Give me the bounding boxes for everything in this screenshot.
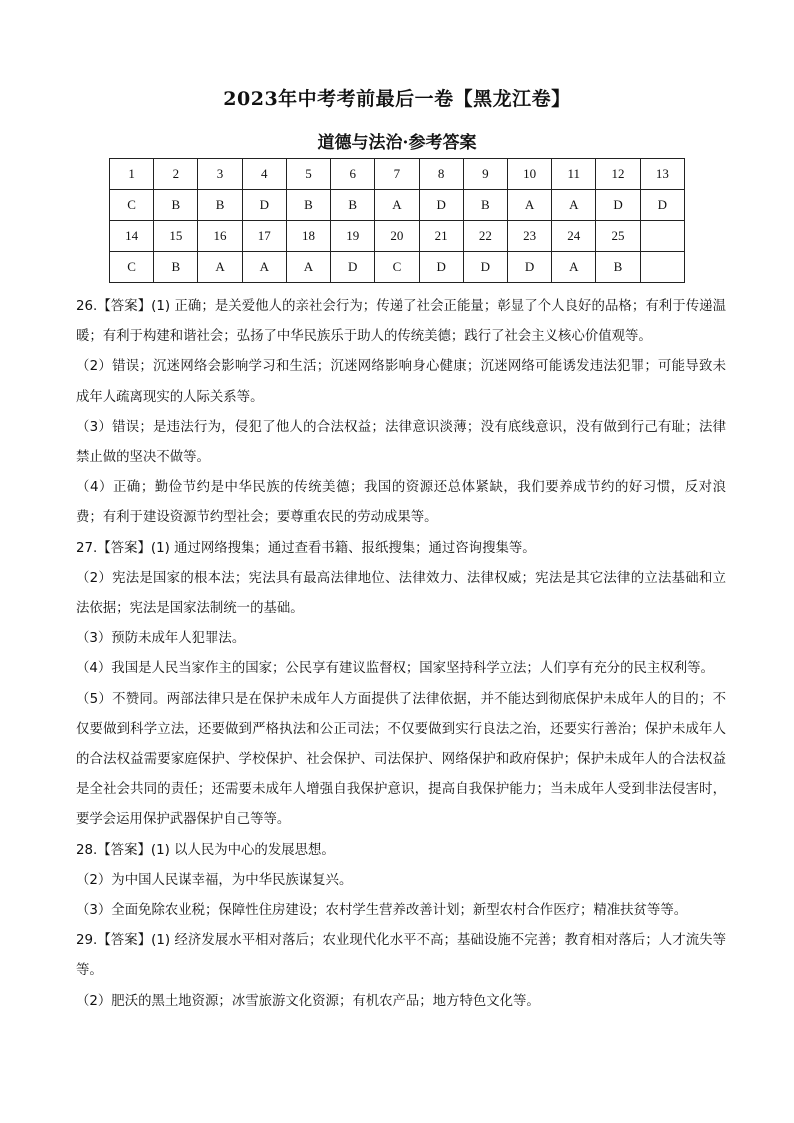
table-cell: A [198,252,242,283]
table-row [110,252,685,283]
table-row [110,221,685,252]
table-cell: 5 [286,159,330,190]
table-cell: 7 [375,159,419,190]
table-cell: 20 [375,221,419,252]
table-cell: 22 [463,221,507,252]
table-cell: D [419,252,463,283]
page-title: 2023年中考考前最后一卷【黑龙江卷】 [223,88,571,110]
table-cell: B [198,190,242,221]
answer-paragraph: （2）错误；沉迷网络会影响学习和生活；沉迷网络影响身心健康；沉迷网络可能诱发违法犯罪；可能导致未成年人疏离现实的人际关系等。 [76,359,726,405]
table-cell: 24 [552,221,596,252]
table-cell: 18 [286,221,330,252]
table-cell: 2 [154,159,198,190]
table-cell [640,252,684,283]
table-cell [640,221,684,252]
answer-paragraph: （4）我国是人民当家作主的国家；公民享有建议监督权；国家坚持科学立法；人们享有充分的民主权利等。 [76,661,714,677]
answer-paragraph: （5）不赞同。两部法律只是在保护未成年人方面提供了法律依据，并不能达到彻底保护未成年人的目的；不仅要做到科学立法，还要做到严格执法和公正司法；不仅要做到实行良法之治，还要实行善治；保护未成年人的合法权益需要家庭保护、学校保护、社会保护、司法保护、网络保护和政府保护；保护未成年人的合法权益是全社会共同的责任；还需要未成年人增强自我保护意识，提高自我保护能力；当未成年人受到非法侵害时，要学会运用保护武器保护自己等等。 [76,691,726,828]
table-cell: A [507,190,551,221]
table-cell: B [596,252,640,283]
answer-paragraph: 27.【答案】(1) 通过网络搜集；通过查看书籍、报纸搜集；通过咨询搜集等。 [76,540,536,556]
answer-table [109,158,685,283]
table-cell: 19 [331,221,375,252]
table-cell: 25 [596,221,640,252]
answer-paragraph: （3）错误；是违法行为，侵犯了他人的合法权益；法律意识淡薄；没有底线意识，没有做到行己有耻；法律禁止做的坚决不做等。 [76,419,726,466]
table-cell: 16 [198,221,242,252]
table-cell: B [463,190,507,221]
answer-paragraph: 28.【答案】(1) 以人民为中心的发展思想。 [76,842,335,858]
table-cell: D [507,252,551,283]
table-cell: 10 [507,159,551,190]
table-cell: 12 [596,159,640,190]
table-cell: A [286,252,330,283]
table-cell: 6 [331,159,375,190]
table-cell: D [419,190,463,221]
table-cell: 17 [242,221,286,252]
table-cell: A [552,252,596,283]
page-subtitle: 道德与法治·参考答案 [317,133,477,153]
table-cell: D [242,190,286,221]
answer-paragraph: （3）全面免除农业税；保障性住房建设；农村学生营养改善计划；新型农村合作医疗；精准扶贫等等。 [76,903,688,919]
table-cell: A [242,252,286,283]
table-cell: 4 [242,159,286,190]
table-cell: D [640,190,684,221]
answer-paragraph: 26.【答案】(1) 正确；是关爱他人的亲社会行为；传递了社会正能量；彰显了个人良好的品格；有利于传递温暖；有利于构建和谐社会；弘扬了中华民族乐于助人的传统美德；践行了社会主义核心价值观等。 [76,299,726,345]
table-cell: C [110,252,154,283]
table-cell: B [331,190,375,221]
table-cell: A [375,190,419,221]
answer-paragraph: （2）为中国人民谋幸福，为中华民族谋复兴。 [76,872,353,888]
table-cell: 3 [198,159,242,190]
table-row [110,190,685,221]
answer-paragraph: 29.【答案】(1) 经济发展水平相对落后；农业现代化水平不高；基础设施不完善；教育相对落后；人才流失等等。 [76,933,726,979]
table-cell: B [286,190,330,221]
table-cell: D [331,252,375,283]
table-cell: 15 [154,221,198,252]
table-cell: A [552,190,596,221]
answer-paragraph: （2）肥沃的黑土地资源；冰雪旅游文化资源；有机农产品；地方特色文化等。 [76,993,540,1009]
answer-paragraph: （3）预防未成年人犯罪法。 [76,631,246,647]
table-cell: 23 [507,221,551,252]
table-cell: B [154,252,198,283]
table-cell: D [596,190,640,221]
table-cell: D [463,252,507,283]
table-cell: C [375,252,419,283]
table-cell: 21 [419,221,463,252]
table-row [110,159,685,190]
table-cell: 1 [110,159,154,190]
answer-paragraph: （2）宪法是国家的根本法；宪法具有最高法律地位、法律效力、法律权威；宪法是其它法律的立法基础和立法依据；宪法是国家法制统一的基础。 [76,570,726,617]
table-cell: 13 [640,159,684,190]
answer-body [76,292,726,1017]
table-cell: 11 [552,159,596,190]
table-cell: B [154,190,198,221]
table-cell: 14 [110,221,154,252]
table-cell: C [110,190,154,221]
table-cell: 8 [419,159,463,190]
table-cell: 9 [463,159,507,190]
answer-paragraph: （4）正确；勤俭节约是中华民族的传统美德；我国的资源还总体紧缺，我们要养成节约的好习惯，反对浪费；有利于建设资源节约型社会；要尊重农民的劳动成果等。 [76,480,726,526]
